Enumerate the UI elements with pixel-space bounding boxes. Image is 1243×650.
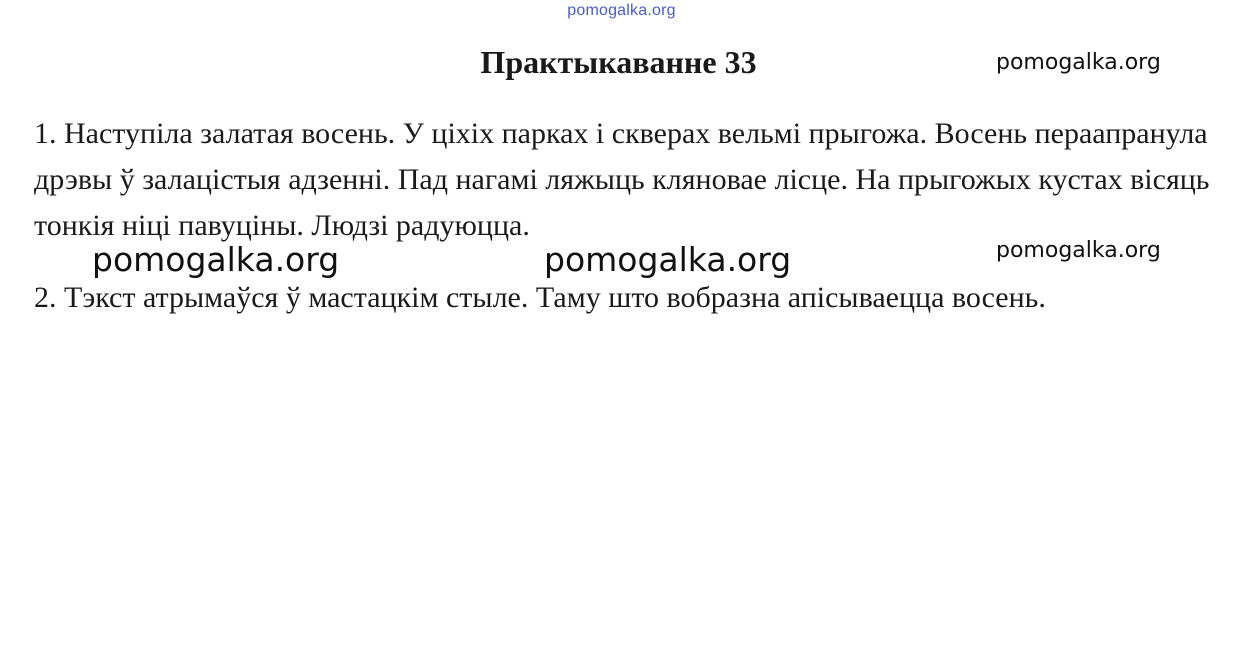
watermark-left-2: pomogalka.org bbox=[544, 240, 792, 279]
watermark-top: pomogalka.org bbox=[567, 2, 676, 19]
watermark-right-1: pomogalka.org bbox=[996, 50, 1161, 75]
paragraph-2: 2. Тэкст атрымаўся ў мастацкім стылe. Таму што вобразна апісываецца восень. bbox=[34, 281, 1046, 314]
page-title: Практыкаванне 33 bbox=[480, 44, 757, 80]
paragraph-1: 1. Наступіла залатая восень. У ціхіх парках і скверах вельмі прыгожа. Восень пераапранула дрэвы ў залацістыя адзенні. Пад нагамі ляжыць кляновае лісце. На прыгожых кустах вісяць тонкія ніці павуціны. Людзі радуюцца. bbox=[34, 117, 1210, 242]
watermark-left-1: pomogalka.org bbox=[92, 240, 340, 279]
watermark-right-2: pomogalka.org bbox=[996, 238, 1161, 263]
